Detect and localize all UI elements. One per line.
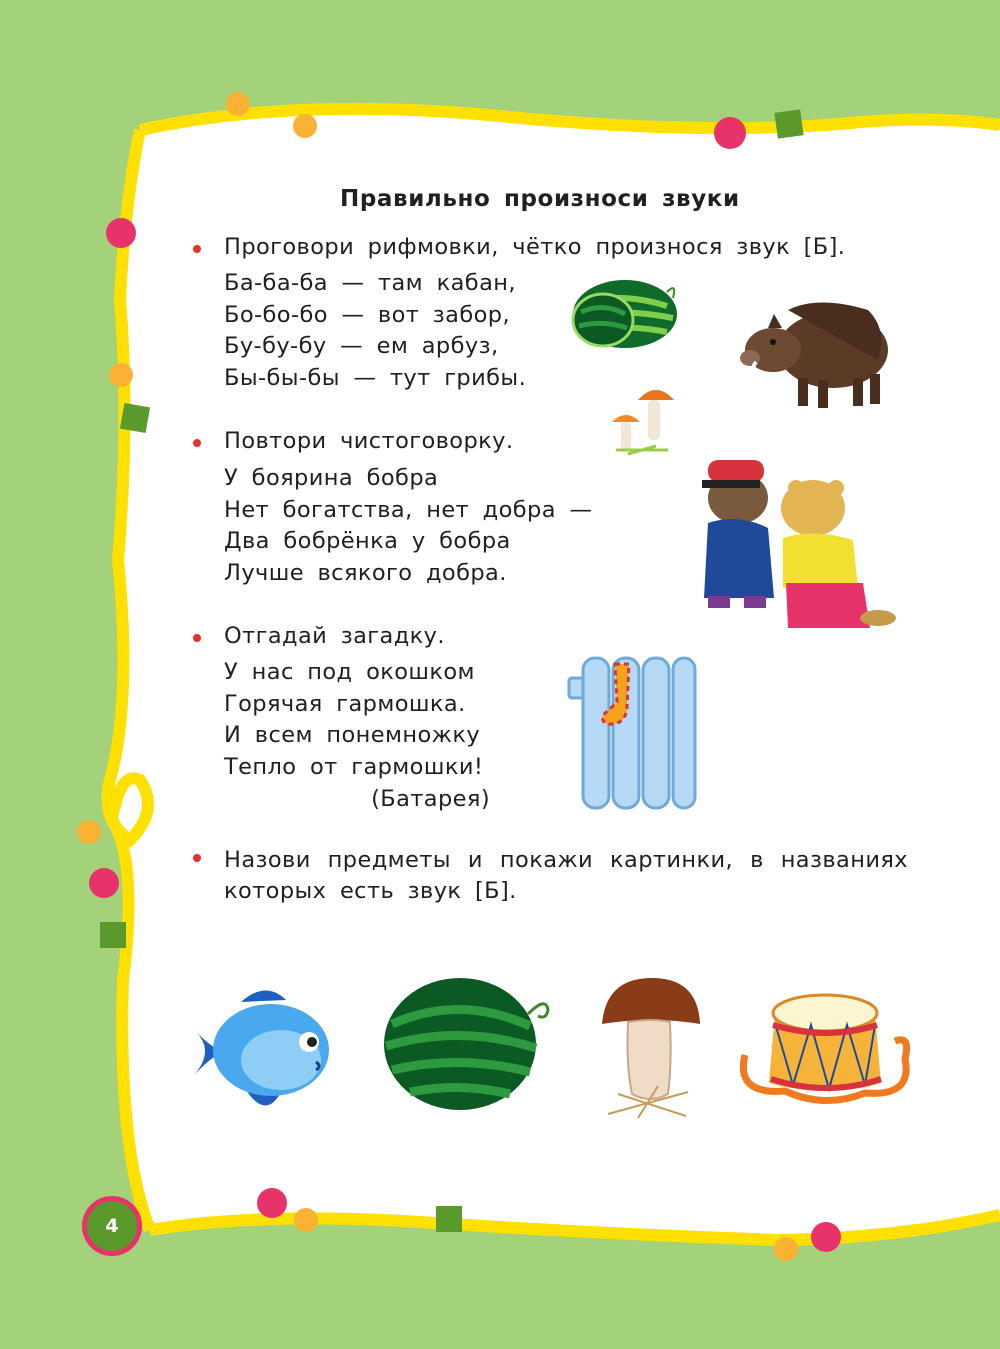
verse-line: Горячая гармошка.: [224, 690, 466, 717]
verse-line: Два бобрёнка у бобра: [224, 528, 511, 555]
section-2-heading: Повтори чистоговорку.: [224, 428, 514, 454]
verse-line: Ба-ба-ба — там кабан,: [224, 270, 516, 296]
verse-line: Бу-бу-бу — ем арбуз,: [224, 333, 499, 360]
section-2-verse: [224, 463, 592, 590]
verse-line: Лучше всякого добра.: [224, 560, 507, 587]
section-4-heading: Назови предметы и покажи картинки, в названиях которых есть звук [Б].: [224, 847, 908, 904]
section-1-verse: [224, 268, 526, 395]
bullet-4: [193, 854, 201, 862]
page-title: Правильно произноси звуки: [340, 186, 740, 212]
section-3-heading: Отгадай загадку.: [224, 623, 445, 649]
bullet-3: [193, 634, 201, 642]
radiator-icon: [565, 648, 700, 813]
riddle-answer: (Батарея): [371, 785, 490, 812]
verse-line: У боярина бобра: [224, 465, 439, 491]
watermelon-icon: [563, 272, 683, 352]
verse-line: У нас под окошком: [224, 659, 475, 685]
section-1-heading: Проговори рифмовки, чётко произнося звук [Б].: [224, 234, 846, 260]
fish-icon: [186, 980, 336, 1120]
verse-line: Тепло от гармошки!: [224, 754, 484, 781]
section-3-verse: [224, 657, 490, 816]
verse-line: И всем понемножку: [224, 722, 481, 749]
mushrooms-icon: [608, 380, 678, 460]
bullet-1: [193, 245, 201, 253]
drum-icon: [735, 985, 915, 1115]
boar-icon: [738, 290, 896, 415]
verse-line: Бо-бо-бо — вот забор,: [224, 301, 511, 328]
bullet-2: [193, 439, 201, 447]
verse-line: Бы-бы-бы — тут грибы.: [224, 365, 527, 392]
verse-line: Нет богатства, нет добра —: [224, 496, 593, 523]
page-number: 4: [82, 1196, 142, 1256]
beavers-icon: [688, 458, 898, 648]
mushroom-icon: [598, 974, 703, 1124]
watermelon-large-icon: [380, 974, 555, 1114]
